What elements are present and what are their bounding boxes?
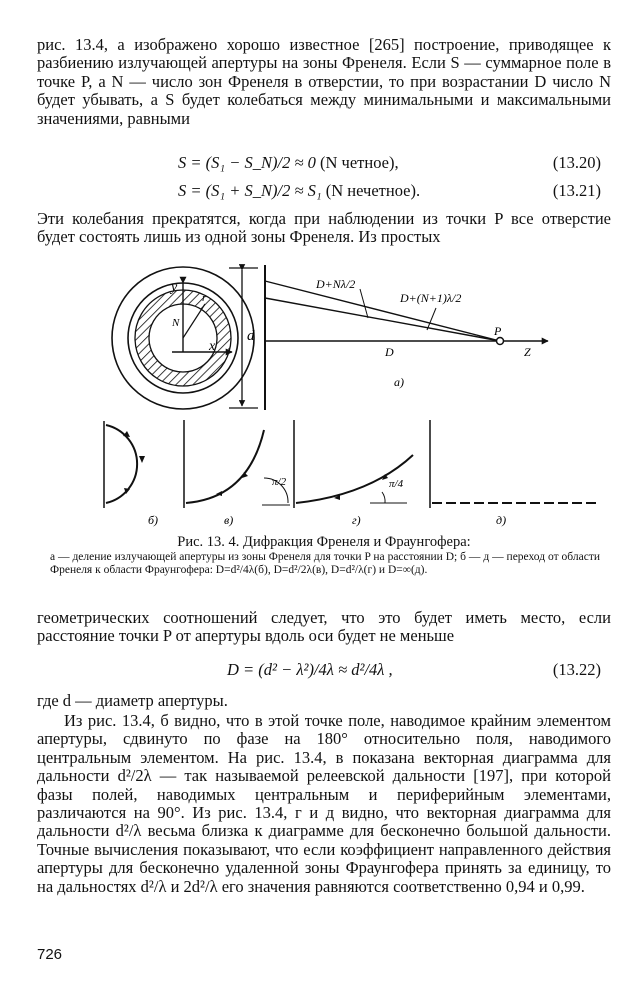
- panels-vector-diagrams: [104, 420, 600, 527]
- label-P: P: [494, 324, 502, 338]
- equation-13-20-condition: (N четное),: [320, 153, 399, 172]
- figure-caption-body: а — деление излучающей апертуры из зоны Френеля для точки P на расстоянии D; б — д — переход от области Френеля к области Фраунгофера: D=d²/4λ(б), D=d²/2λ(в), D=d²/λ(г) и D=∞(д).: [50, 551, 600, 576]
- equation-13-20-expression: S = (S₁ − S_N)/2 ≈ 0: [178, 153, 316, 172]
- paragraph-intro: рис. 13.4, а изображено хорошо известное [265] построение, приводящее к разбиению излучающей апертуры на зоны Френеля. Если S — суммарное поле в точке P, а N — число зон Френеля в отверстии, то при возрастании D число N будет убывать, а S будет колебаться между минимальными и максимальными значениями, равными: [37, 35, 611, 128]
- label-g: г): [352, 513, 361, 527]
- label-ray1: D+Nλ/2: [316, 277, 356, 291]
- label-x: x: [209, 339, 216, 354]
- equation-13-22: [37, 658, 611, 682]
- equation-13-21-number: (13.21): [552, 181, 601, 200]
- label-Z: Z: [524, 345, 531, 359]
- panel-a-geometry: [265, 277, 548, 389]
- paragraph-oscillations: Эти колебания прекратятся, когда при наблюдении из точки P все отверстие будет состоять лишь из одной зоны Френеля. Из простых: [37, 209, 611, 247]
- page-number: 726: [37, 946, 63, 963]
- figure-caption-title: Рис. 13. 4. Дифракция Френеля и Фраунгофера:: [177, 534, 471, 550]
- vector-curve-v: [186, 430, 264, 503]
- label-v: в): [224, 513, 234, 527]
- label-ray2: D+(N+1)λ/2: [400, 291, 462, 305]
- label-r: r: [202, 292, 207, 304]
- label-dd: д): [496, 513, 507, 527]
- equation-13-21-expression: S = (S₁ + S_N)/2 ≈ S₁: [178, 181, 322, 200]
- paragraph-diameter: где d — диаметр апертуры.: [37, 691, 228, 710]
- paragraph-analysis: Из рис. 13.4, б видно, что в этой точке поле, наводимое крайним элементом апертуры, сдвинуто по фазе на 180° относительно поля, наводимого центральным элементом. На рис. 13.4, в показана векторная диаграмма для дальности d²/2λ — так называемой релеевской дальности [197], при которой фазы полей, наводимых центральным и периферийным элементами, различаются на 90°. Из рис. 13.4, г и д видно, что векторная диаграмма для дальности d²/λ весьма близка к диаграмме для бесконечно большой дальности. Точные вычисления показывают, что если коэффициент направленного действия апертуры для бесконечно удаленной зоны Фраунгофера принять за единицу, то на дальностях d²/λ и 2d²/λ его значения равняются соответственно 0,94 и 0,99.: [37, 711, 611, 896]
- equation-13-22-expression: D = (d² − λ²)/4λ ≈ d²/4λ ,: [227, 660, 393, 679]
- panel-a-aperture: [112, 265, 265, 410]
- label-a: а): [394, 375, 404, 389]
- label-N: N: [172, 317, 180, 329]
- paragraph-geometry: геометрических соотношений следует, что это будет иметь место, если расстояние точки P от апертуры вдоль оси будет не меньше: [37, 608, 611, 646]
- equation-13-21-condition: (N нечетное).: [325, 181, 421, 200]
- vector-curve-b: [106, 425, 137, 503]
- label-D: D: [385, 345, 394, 359]
- label-y: y: [171, 280, 178, 295]
- label-b: б): [148, 513, 159, 527]
- equation-13-20-number: (13.20): [552, 153, 601, 172]
- angle-v-label: π/2: [272, 476, 287, 488]
- equation-13-22-number: (13.22): [552, 660, 601, 679]
- label-d: d: [247, 328, 255, 344]
- angle-g-label: π/4: [389, 478, 404, 490]
